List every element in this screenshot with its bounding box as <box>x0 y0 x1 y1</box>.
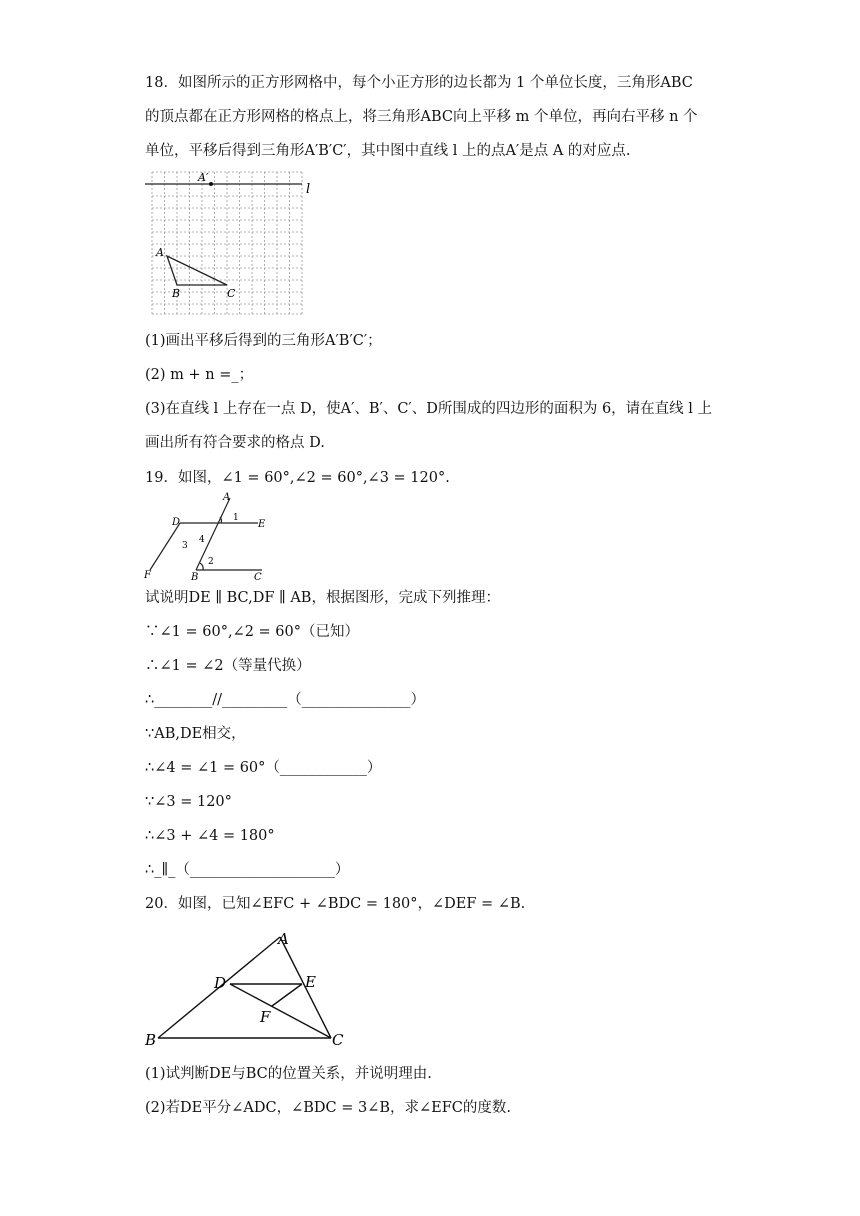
q19-step-5: ∴∠4 = ∠1 = 60°（____________） <box>145 760 382 776</box>
line-df <box>150 523 180 570</box>
q20-part-2: (2)若DE平分∠ADC，∠BDC = 3∠B，求∠EFC的度数. <box>145 1100 512 1116</box>
q19-step-4: ∵AB,DE相交， <box>145 726 246 742</box>
point-a-prime <box>209 182 213 186</box>
label-c: C <box>254 572 262 583</box>
line-dc <box>230 984 331 1038</box>
label-b: B <box>191 572 199 583</box>
q18-intro-line-2: 的顶点都在正方形网格的格点上，将三角形ABC向上平移 m 个单位，再向右平移 n 个 <box>145 109 698 125</box>
label-b: B <box>145 1031 157 1049</box>
angle-1-label: 1 <box>233 513 239 523</box>
line-ef <box>272 984 302 1006</box>
angle-2-arc <box>200 563 203 570</box>
angle-3-label: 3 <box>182 541 188 551</box>
label-a-prime: A′ <box>198 171 209 184</box>
angle-4-label: 4 <box>199 535 205 545</box>
label-a: A <box>223 492 231 503</box>
label-f: F <box>260 1008 271 1026</box>
q18-part-1: (1)画出平移后得到的三角形A′B′C′； <box>145 333 382 349</box>
label-e: E <box>258 519 266 530</box>
label-c: C <box>227 287 236 300</box>
q19-step-1: ∵∠1 = 60°,∠2 = 60°（已知） <box>145 624 359 640</box>
label-l: l <box>306 182 311 197</box>
q20-figure <box>140 925 355 1057</box>
q19-step-6: ∵∠3 = 120° <box>145 794 232 810</box>
label-e: E <box>305 973 316 991</box>
q19-intro: 19．如图，∠1 = 60°,∠2 = 60°,∠3 = 120°. <box>145 470 450 486</box>
q19-task: 试说明DE ∥ BC,DF ∥ AB，根据图形，完成下列推理： <box>145 590 500 606</box>
q18-part-3-line-2: 画出所有符合要求的格点 D. <box>145 435 325 451</box>
label-d: D <box>214 974 227 992</box>
q18-intro-line-3: 单位，平移后得到三角形A′B′C′，其中图中直线 l 上的点A′是点 A 的对应点. <box>145 143 631 159</box>
q18-part-2: (2) m + n =_； <box>145 367 254 383</box>
angle-2-label: 2 <box>208 557 214 567</box>
label-d: D <box>172 517 181 528</box>
q19-figure <box>140 490 280 590</box>
label-f: F <box>144 570 151 581</box>
label-b: B <box>172 287 181 300</box>
q18-intro-line-1: 18．如图所示的正方形网格中，每个小正方形的边长都为 1 个单位长度，三角形ABC <box>145 75 693 91</box>
label-c: C <box>332 1031 344 1049</box>
label-a: A <box>278 930 289 948</box>
q18-part-3-line-1: (3)在直线 l 上存在一点 D，使A′、B′、C′、D所围成的四边形的面积为 6，请在直线 l 上 <box>145 401 713 417</box>
q19-step-8: ∴_∥_（____________________） <box>145 862 350 878</box>
q20-part-1: (1)试判断DE与BC的位置关系，并说明理由. <box>145 1066 432 1082</box>
label-a: A <box>156 246 164 259</box>
q18-grid-figure <box>140 166 320 324</box>
q19-step-2: ∴∠1 = ∠2（等量代换） <box>145 658 311 674</box>
q19-step-7: ∴∠3 + ∠4 = 180° <box>145 828 275 844</box>
q20-intro: 20．如图，已知∠EFC + ∠BDC = 180°，∠DEF = ∠B. <box>145 896 526 912</box>
triangle-abc <box>167 256 227 285</box>
q19-step-3: ∴________//_________（_______________） <box>145 692 425 708</box>
